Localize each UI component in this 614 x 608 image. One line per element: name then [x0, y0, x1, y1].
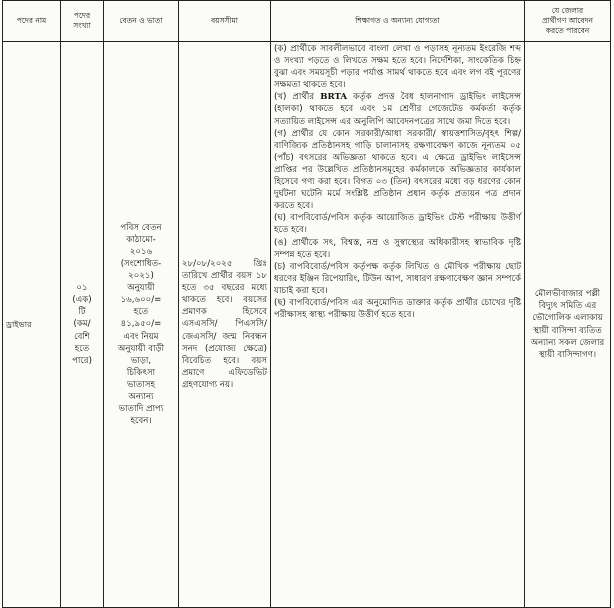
- job-requirements-table: [2, 0, 611, 608]
- header-post-count: পদের সংখ্যা: [61, 1, 104, 42]
- cell-eligible-districts: মৌলভীবাজার পল্লী বিদ্যুৎ সমিতি এর ভৌগোলিক এলাকায় স্থায়ী বাসিন্দা ব্যতিত অন্যান্য সকল জেলার স্থায়ী বাসিন্দাগণ।: [525, 42, 611, 608]
- header-age-limit: বয়সসীমা: [179, 1, 271, 42]
- header-eligible-districts: যে জেলার প্রার্থীগণ আবেদন করতে পারবেন: [525, 1, 611, 42]
- requirement-chha: (ছ) বাপবিবোর্ড/পবিস এর অনুমোদিত ডাক্তার কর্তৃক প্রার্থীর চোখের দৃষ্টি পরীক্ষাসহ স্বাস্থ্য পরীক্ষায় উত্তীর্ণ হতে হবে।: [274, 297, 521, 321]
- table-header-row: [3, 1, 611, 42]
- header-qualifications: শিক্ষাগত ও অন্যান্য যোগ্যতা: [271, 1, 525, 42]
- cell-qualifications: [271, 42, 525, 608]
- cell-post-name: ড্রাইভার: [3, 42, 61, 608]
- requirement-gha: (ঘ) বাপবিবোর্ড/পবিস কর্তৃক আয়োজিত ড্রাইভিং টেস্ট পরীক্ষায় উত্তীর্ণ হতে হবে।: [274, 213, 521, 236]
- cell-salary: পবিস বেতন কাঠামো- ২০১৬ (সংশোধিত- ২০২১) অনুযায়ী ১৬,৬০০/= হতে ৪১,৯৫০/= এবং নিয়ম অনুযায়ী বাড়ী ভাড়া, চিকিৎসা ভাতাসহ অন্যান্য ভাতাদি প্রাপ্য হবেন।: [104, 42, 179, 608]
- header-post-name: পদের নাম: [3, 1, 61, 42]
- brta-label: BRTA: [320, 92, 348, 103]
- requirement-uma: (ঙ) প্রার্থীকে সৎ, বিশ্বস্ত, নম্র ও সুস্বাস্থ্যের অধিকারীসহ স্বাভাবিক দৃষ্টি সম্পন্ন হতে হবে।: [274, 237, 521, 260]
- requirement-ga: (গ) প্রার্থীর যে কোন সরকারী/আধা সরকারী/ স্বায়ত্তশাসিত/বৃহৎ শিল্প/বাণিজ্যিক প্রতিষ্ঠানসহ গাড়ি চালানাসহ রক্ষণাবেক্ষণ কাজে নূন্যতম ০৫ (পাঁচ) বৎসরের অভিজ্ঞতা থাকতে হবে। এ ক্ষেত্রে ড্রাইভিং লাইসেন্স প্রাপ্তির পর উল্লেখিত প্রতিষ্ঠানসমূহের কর্মকালকে অভিজ্ঞতার কার্যকাল হিসেবে গণ্য করা হবে। বিগত ০৩ (তিন) বৎসরের মধ্যে বড় ধরণের কোন দুর্ঘটনা ঘটেনি মর্মে সংশ্লিষ্ট প্রতিষ্ঠান প্রধান কর্তৃক প্রত্যয়ন পত্র প্রদান করতে হবে।: [274, 128, 521, 212]
- requirement-cha: (চ) বাপবিবোর্ড/পবিস কর্তৃপক্ষ কর্তৃক লিখিত ও মৌখিক পরীক্ষায় ছোট ধরণের ইঞ্জিন রিপেয়ারিং, টিউন আপ, সাধারণ রক্ষণাবেক্ষণ জ্ঞান সম্পর্কে যাচাই করা হবে।: [274, 261, 521, 296]
- requirement-kha: (খ) প্রার্থীর BRTA কর্তৃক প্রদত্ত বৈধ হালনাগাদ ড্রাইভিং লাইসেন্স (হালকা) থাকতে হবে এবং ১ম শ্রেণীর গেজেটেড কর্মকর্তা কর্তৃক সত্যায়িত লাইসেন্স এর অনুলিপি আবেদনপত্রের সাথে জমা দিতে হবে।: [274, 92, 521, 127]
- cell-post-count: ০১ (এক) টি (কম/ বেশি হতে পারে): [61, 42, 104, 608]
- header-salary: বেতন ও ভাতা: [104, 1, 179, 42]
- requirement-ka: (ক) প্রার্থীকে সাবলীলভাবে বাংলা লেখা ও পড়াসহ নূন্যতম ইংরেজি শব্দ ও সংখ্যা পড়তে ও লিখতে সক্ষম হতে হবে। নির্দেশিকা, সাংকেতিক চিহ্ন বুঝা এবং সময়সূচী পড়ার পর্যাপ্ত সামর্থ থাকতে হবে এবং লগ বই পূরণের সক্ষমতা থাকতে হবে।: [274, 44, 521, 91]
- table-row: [3, 42, 611, 608]
- cell-age-limit: ২৮/০৮/২০২৫ খ্রিঃ তারিখে প্রার্থীর বয়স ১৮ হতে ৩৫ বছরের মধ্যে থাকতে হবে। বয়সের প্রমাণক হিসেবে এসএসসি/ পিএসসি/জেএসসি/ জন্ম নিবন্ধন সনদ (প্রযোজ্য ক্ষেত্রে) বিবেচিত হবে। বয়স প্রমাণে এফিডেভিট গ্রহণযোগ্য নয়।: [179, 42, 271, 608]
